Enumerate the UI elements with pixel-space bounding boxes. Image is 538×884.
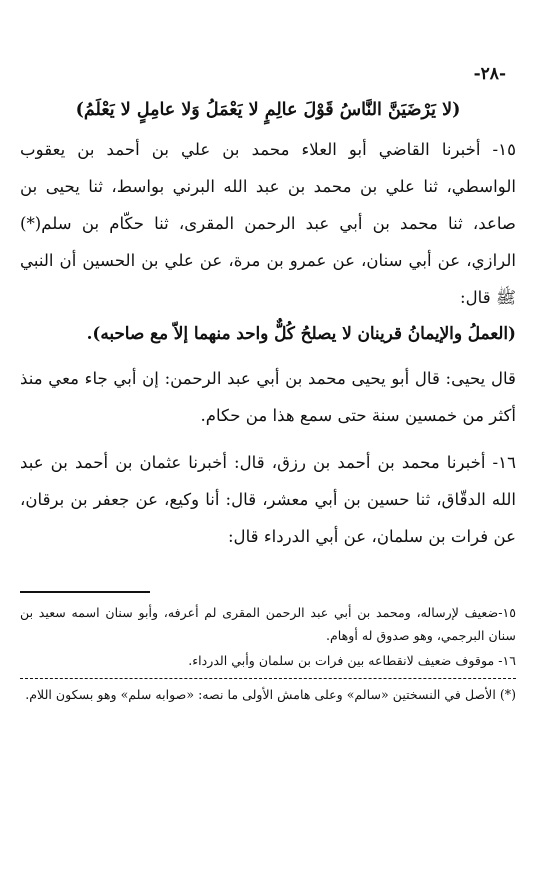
spacer	[20, 350, 516, 360]
spacer	[20, 434, 516, 444]
footnote-star: (*) الأصل في النسختين «سالم» وعلى هامش الأولى ما نصه: «صوابه سلم» وهو بسكون اللام.	[25, 687, 516, 702]
hadith-16-paragraph: ١٦- أخبرنا محمد بن أحمد بن رزق، قال: أخبرنا عثمان بن أحمد بن عبد الله الدقّاق، ثنا حسين بن أبي معشر، قال: أنا وكيع، عن جعفر بن برقان، عن فرات بن سلمان، عن أبي الدرداء قال:	[20, 453, 516, 546]
dashed-divider	[20, 678, 516, 679]
footnote-16: ١٦- موقوف ضعيف لانقطاعه بين فرات بن سلمان وأبي الدرداء.	[188, 653, 516, 668]
page-number: -٢٨-	[473, 64, 506, 84]
footnote-15: ١٥-ضعيف لإرساله، ومحمد بن أبي عبد الرحمن المقرى لم أعرفه، وأبو سنان اسمه سعيد بن سنان البرجمي، وهو صدوق له أوهام.	[20, 605, 516, 643]
yahya-remark-paragraph: قال يحيى: قال أبو يحيى محمد بن أبي عبد الرحمن: إن أبي جاء معي منذ أكثر من خمسين سنة حتى سمع هذا من حكام.	[20, 369, 516, 425]
section-heading: (لا يَرْضَيَنَّ النَّاسُ قَوْلَ عالِمٍ لا يَعْمَلُ وَلا عامِلٍ لا يَعْلَمُ)	[75, 100, 461, 120]
hadith-15-paragraph: ١٥- أخبرنا القاضي أبو العلاء محمد بن علي بن أحمد بن يعقوب الواسطي، ثنا علي بن محمد بن عبد الله البرني بواسط، ثنا يحيى بن صاعد، ثنا محمد بن أبي عبد الرحمن المقرى، ثنا حكّام بن سلم(*) الرازي، عن أبي سنان، عن عمرو بن مرة، عن علي بن الحسين أن النبي ﷺ قال:	[20, 140, 516, 307]
footnotes	[20, 601, 516, 706]
hadith-15-quote: (العملُ والإيمانُ قرينان لا يصلحُ كُلٌّ واحد منهما إلاّ مع صاحبه).	[86, 323, 516, 343]
footnote-separator	[20, 591, 150, 593]
